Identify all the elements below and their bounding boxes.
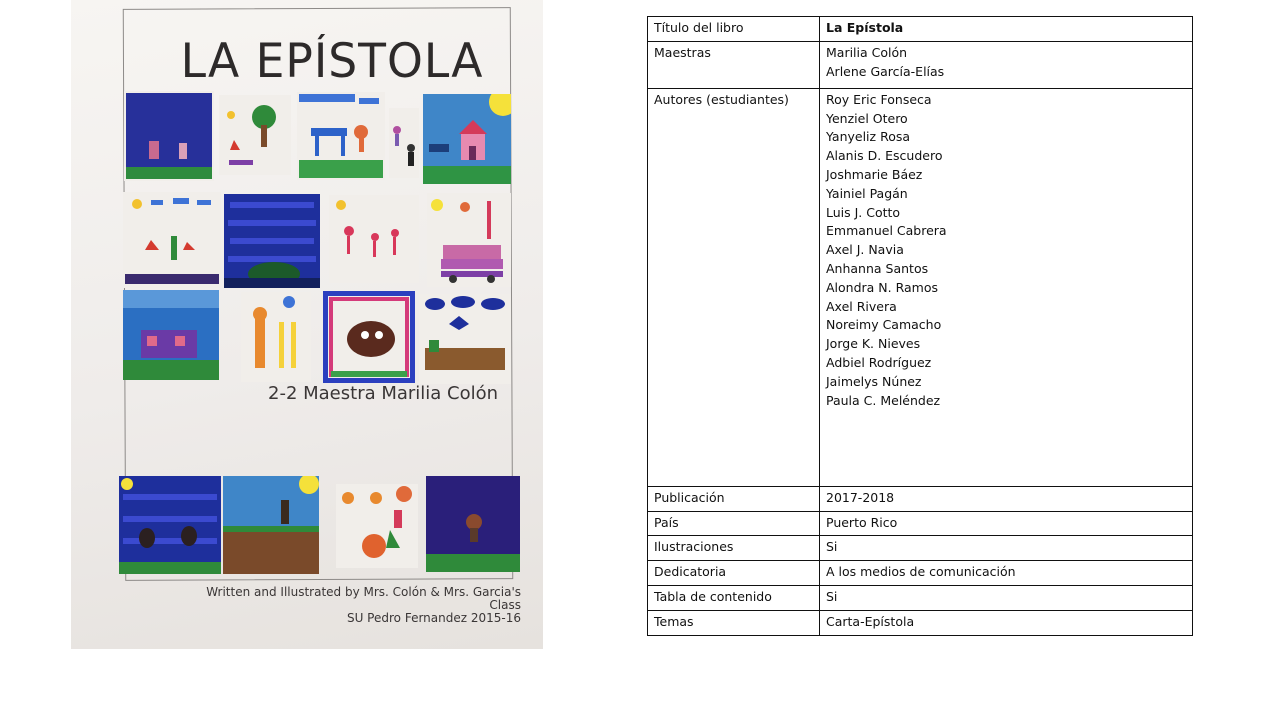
author-name: Yainiel Pagán <box>826 185 908 201</box>
author-name: Alondra N. Ramos <box>826 279 939 295</box>
child-drawing-small-figures <box>389 108 419 178</box>
cover-subtitle: 2-2 Maestra Marilia Colón <box>268 383 499 404</box>
author-name: Jaimelys Núnez <box>826 373 922 389</box>
child-drawing-pink-bus <box>427 193 511 287</box>
country-label: País <box>648 511 820 536</box>
dedication-value: A los medios de comunicación <box>820 561 1193 586</box>
child-drawing-tree-figures <box>219 95 291 175</box>
author-name: Yanyeliz Rosa <box>826 129 911 145</box>
author-name: Luis J. Cotto <box>826 204 901 220</box>
author-name: Adbiel Rodríguez <box>826 354 932 370</box>
table-row-illustrations <box>648 536 1193 561</box>
child-drawing-night-waves <box>119 476 221 574</box>
author-name: Emmanuel Cabrera <box>826 223 947 239</box>
themes-value: Carta-Epístola <box>820 610 1193 635</box>
child-drawing-blue-clouds <box>419 294 511 384</box>
child-drawing-blue-night <box>224 194 320 288</box>
child-drawing-dog-scribble <box>323 291 415 383</box>
child-drawing-house-sun <box>423 94 511 184</box>
cover-credit-line-2: SU Pedro Fernandez 2015-16 <box>346 611 521 625</box>
toc-value: Si <box>820 585 1193 610</box>
book-info-table <box>647 16 1193 636</box>
table-row-title <box>648 17 1193 42</box>
child-drawing-purple-night <box>426 476 520 572</box>
table-row-toc <box>648 585 1193 610</box>
child-drawing-night-house <box>124 91 214 181</box>
author-name: Jorge K. Nieves <box>826 336 921 352</box>
child-drawing-playground <box>297 92 385 180</box>
table-row-country <box>648 511 1193 536</box>
country-value: Puerto Rico <box>820 511 1193 536</box>
themes-label: Temas <box>648 610 820 635</box>
publication-label: Publicación <box>648 486 820 511</box>
title-label: Título del libro <box>648 17 820 42</box>
child-drawing-brown-ground <box>223 476 319 574</box>
table-row-authors <box>648 88 1193 486</box>
author-name: Paula C. Meléndez <box>826 392 941 408</box>
author-name: Joshmarie Báez <box>826 166 923 182</box>
author-name: Alanis D. Escudero <box>826 148 943 164</box>
book-cover-photo <box>71 0 543 649</box>
table-row-themes <box>648 610 1193 635</box>
table-row-dedication <box>648 561 1193 586</box>
toc-label: Tabla de contenido <box>648 585 820 610</box>
cover-credit <box>189 586 521 625</box>
teachers-label: Maestras <box>648 41 820 88</box>
child-drawing-house-blue-sky <box>123 290 219 380</box>
child-drawing-flowers <box>336 484 418 568</box>
table-row-publication <box>648 486 1193 511</box>
authors-value <box>820 88 1193 486</box>
illustrations-value: Si <box>820 536 1193 561</box>
publication-value: 2017-2018 <box>820 486 1193 511</box>
teachers-value <box>820 41 1193 88</box>
child-drawing-stick-figures <box>329 195 419 283</box>
dedication-label: Dedicatoria <box>648 561 820 586</box>
child-drawing-people-outside <box>123 192 221 288</box>
authors-label: Autores (estudiantes) <box>648 88 820 486</box>
author-name: Axel Rivera <box>826 298 897 314</box>
title-value: La Epístola <box>820 17 1193 42</box>
author-name: Anhanna Santos <box>826 260 929 276</box>
table-row-teachers <box>648 41 1193 88</box>
illustrations-label: Ilustraciones <box>648 536 820 561</box>
author-name: Roy Eric Fonseca <box>826 91 932 107</box>
teacher-name: Marilia Colón <box>826 44 908 60</box>
author-name: Yenziel Otero <box>826 110 908 126</box>
teacher-name: Arlene García-Elías <box>826 63 945 79</box>
author-name: Axel J. Navia <box>826 242 904 258</box>
author-name: Noreimy Camacho <box>826 317 942 333</box>
child-drawing-orange-figure <box>241 292 311 382</box>
cover-credit-line-1: Written and Illustrated by Mrs. Colón & Mrs. Garcia's Class <box>206 585 521 612</box>
cover-title: LA EPÍSTOLA <box>180 34 484 89</box>
